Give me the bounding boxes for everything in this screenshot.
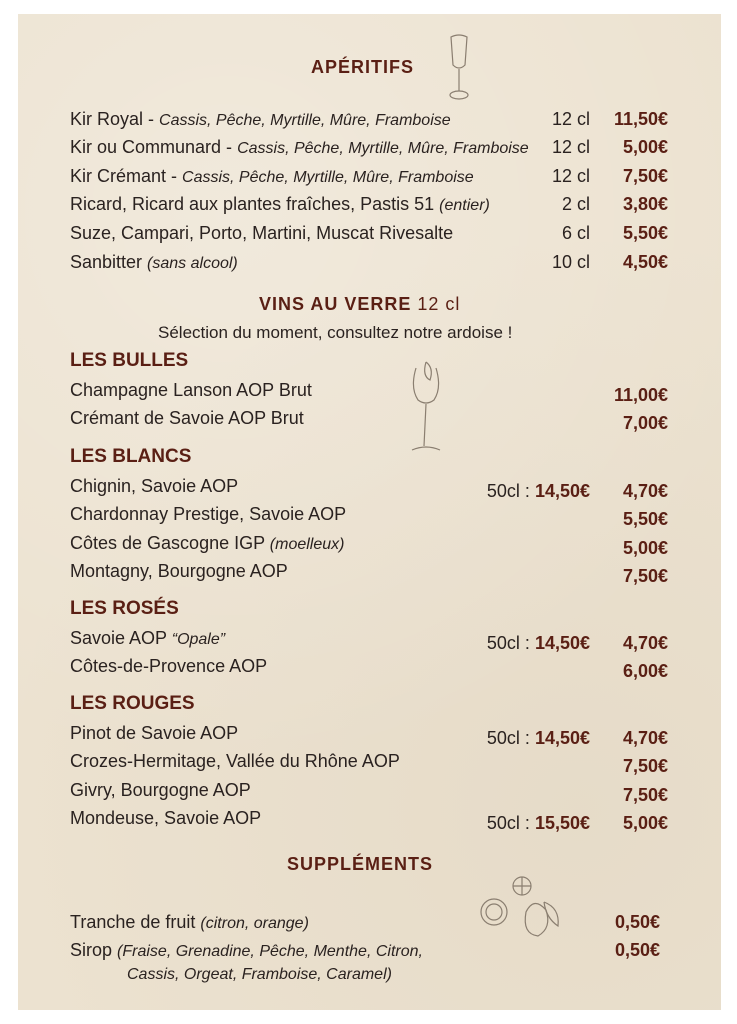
wine-name xyxy=(70,807,261,829)
aperitifs-title: APÉRITIFS xyxy=(311,57,415,77)
item-detail: (citron, orange) xyxy=(200,915,309,932)
wine-glass-price: 11,00€ xyxy=(613,385,668,405)
supplement-price: 0,50€ xyxy=(614,912,660,932)
item-name: Chardonnay Prestige, Savoie AOP xyxy=(70,504,347,524)
wine-glass-price: 4,70€ xyxy=(622,728,668,748)
supplements-title: SUPPLÉMENTS xyxy=(287,854,434,874)
item-detail: Cassis, Pêche, Myrtille, Mûre, Framboise xyxy=(159,112,451,129)
wine-glass-price: 7,50€ xyxy=(622,756,668,776)
wine-glass-price: 7,50€ xyxy=(622,785,668,805)
item-name: Ricard, Ricard aux plantes fraîches, Pastis 51 xyxy=(70,194,440,214)
item-name: Tranche de fruit xyxy=(70,912,201,932)
item-detail: (sans alcool) xyxy=(147,255,238,272)
wine-bottle-price: 50cl : 14,50€ xyxy=(486,728,590,748)
menu-item-volume: 6 cl xyxy=(561,223,590,243)
item-name: Chignin, Savoie AOP xyxy=(70,476,239,496)
wine-glass-price: 4,70€ xyxy=(622,633,668,653)
menu-item-price: 5,00€ xyxy=(622,137,668,157)
menu-item-name xyxy=(70,108,451,132)
supplement-price: 0,50€ xyxy=(614,940,660,960)
wine-glass-price: 5,00€ xyxy=(622,538,668,558)
item-name: Sirop xyxy=(70,940,118,960)
item-name: Sanbitter xyxy=(70,252,148,272)
menu-item-name xyxy=(70,165,474,189)
wine-category-title: LES ROSÉS xyxy=(70,598,179,619)
wine-glass-price: 5,00€ xyxy=(622,813,668,833)
supplement-name xyxy=(70,939,423,963)
item-detail: Cassis, Pêche, Myrtille, Mûre, Framboise xyxy=(182,169,474,186)
wine-category-title: LES BULLES xyxy=(70,350,189,371)
menu-item-price: 11,50€ xyxy=(613,109,668,129)
vins-title xyxy=(259,293,460,315)
wine-bottle-price: 50cl : 15,50€ xyxy=(486,813,590,833)
vins-subtitle: Sélection du moment, consultez notre ardoise ! xyxy=(158,323,513,342)
menu-item-volume: 12 cl xyxy=(551,109,590,129)
wine-name xyxy=(70,475,238,497)
wine-category-title: LES BLANCS xyxy=(70,446,192,467)
menu-item-volume: 12 cl xyxy=(551,137,590,157)
menu-item-volume: 2 cl xyxy=(561,194,590,214)
menu-item-name xyxy=(70,222,453,244)
item-detail: Cassis, Pêche, Myrtille, Mûre, Framboise xyxy=(237,140,529,157)
wine-glass-price: 5,50€ xyxy=(622,509,668,529)
wine-name xyxy=(70,560,288,582)
menu-item-volume: 12 cl xyxy=(551,166,590,186)
wine-name xyxy=(70,655,267,677)
wine-name xyxy=(70,750,400,772)
wine-name xyxy=(70,627,225,651)
item-detail: “Opale” xyxy=(171,631,226,648)
item-name: Pinot de Savoie AOP xyxy=(70,723,239,743)
menu-item-name xyxy=(70,251,238,275)
lemon-icon xyxy=(476,872,566,942)
vins-title-text: VINS AU VERRE xyxy=(259,294,412,314)
item-name: Kir ou Communard - xyxy=(70,137,238,157)
wine-glass-price: 7,00€ xyxy=(622,413,668,433)
item-name: Suze, Campari, Porto, Martini, Muscat Rivesalte xyxy=(70,223,454,243)
item-name: Savoie AOP xyxy=(70,628,172,648)
menu-item-price: 5,50€ xyxy=(622,223,668,243)
wine-glass-price: 7,50€ xyxy=(622,566,668,586)
item-name: Montagny, Bourgogne AOP xyxy=(70,561,288,581)
item-detail: (Fraise, Grenadine, Pêche, Menthe, Citron, xyxy=(117,943,423,960)
menu-item-volume: 10 cl xyxy=(551,252,590,272)
item-name: Kir Crémant - xyxy=(70,166,183,186)
wine-glass-price: 6,00€ xyxy=(622,661,668,681)
wine-bottle-price: 50cl : 14,50€ xyxy=(486,633,590,653)
supplement-name xyxy=(70,911,309,935)
item-name: Côtes-de-Provence AOP xyxy=(70,656,268,676)
vins-title-volume: 12 cl xyxy=(417,294,461,314)
item-detail: (moelleux) xyxy=(269,536,345,553)
menu-item-name xyxy=(70,193,490,217)
item-name: Champagne Lanson AOP Brut xyxy=(70,380,312,400)
menu-item-price: 7,50€ xyxy=(622,166,668,186)
item-name: Mondeuse, Savoie AOP xyxy=(70,808,262,828)
wine-name xyxy=(70,532,344,556)
wine-name xyxy=(70,407,304,429)
wine-bottle-price: 50cl : 14,50€ xyxy=(486,481,590,501)
supplement-detail-cont: Cassis, Orgeat, Framboise, Caramel) xyxy=(127,966,392,983)
item-name: Côtes de Gascogne IGP xyxy=(70,533,270,553)
menu-item-price: 3,80€ xyxy=(622,194,668,214)
wine-name xyxy=(70,722,238,744)
menu-item-name xyxy=(70,136,529,160)
wine-category-title: LES ROUGES xyxy=(70,693,195,714)
item-name: Givry, Bourgogne AOP xyxy=(70,780,251,800)
item-name: Kir Royal - xyxy=(70,109,160,129)
item-detail: (entier) xyxy=(439,197,490,214)
wine-name xyxy=(70,503,346,525)
item-name: Crémant de Savoie AOP Brut xyxy=(70,408,304,428)
menu-item-price: 4,50€ xyxy=(622,252,668,272)
wine-name xyxy=(70,779,251,801)
flute-glass-icon xyxy=(444,33,474,103)
wine-name xyxy=(70,379,312,401)
wine-glass-icon xyxy=(404,358,450,456)
wine-glass-price: 4,70€ xyxy=(622,481,668,501)
item-name: Crozes-Hermitage, Vallée du Rhône AOP xyxy=(70,751,400,771)
